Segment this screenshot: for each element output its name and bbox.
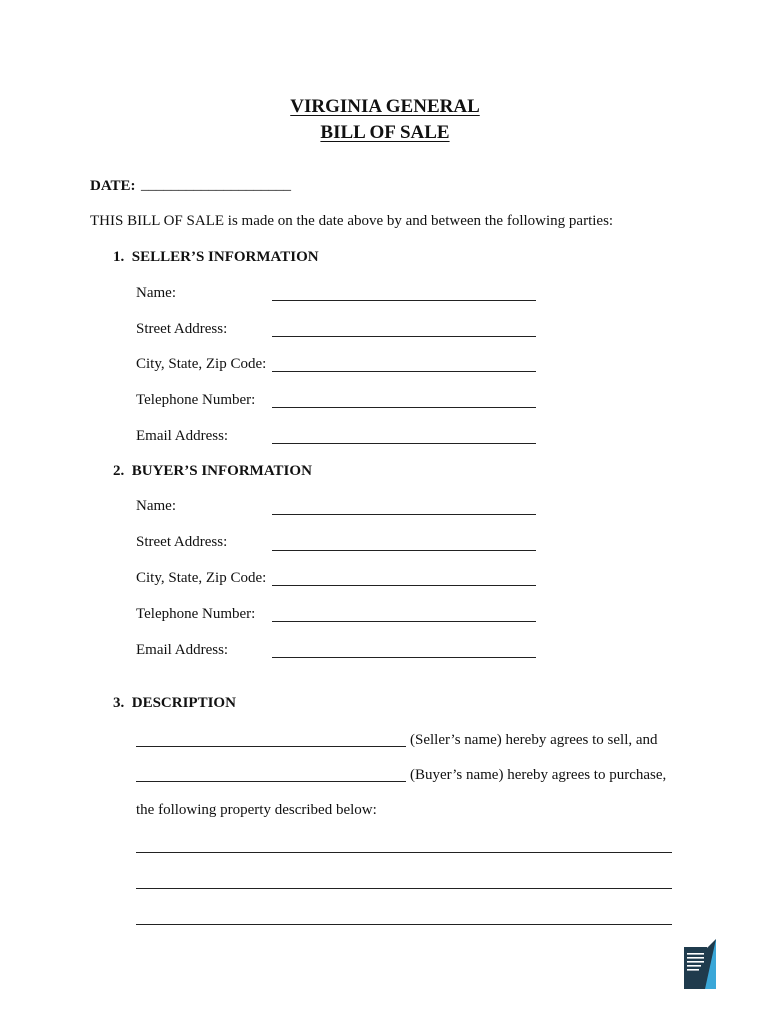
seller-email-label: Email Address: [136, 428, 229, 444]
date-label: DATE: [90, 178, 136, 194]
intro-text: THIS BILL OF SALE is made on the date above by and between the following parties: [90, 213, 614, 229]
seller-name-label: Name: [136, 285, 176, 301]
buyer-name-blank[interactable] [136, 781, 406, 782]
seller-clause: (Seller’s name) hereby agrees to sell, and [410, 732, 658, 748]
seller-street-field[interactable] [272, 336, 536, 337]
document-title-line2: BILL OF SALE [320, 122, 450, 143]
seller-city-field[interactable] [272, 371, 536, 372]
buyer-street-label: Street Address: [136, 534, 228, 550]
property-text: the following property described below: [136, 802, 377, 818]
property-line-1[interactable] [136, 852, 672, 853]
buyer-phone-label: Telephone Number: [136, 606, 256, 622]
seller-heading: 1. SELLER’S INFORMATION [113, 249, 319, 265]
property-line-2[interactable] [136, 888, 672, 889]
seller-phone-field[interactable] [272, 407, 536, 408]
seller-name-field[interactable] [272, 300, 536, 301]
document-title-line1: VIRGINIA GENERAL [290, 96, 480, 117]
buyer-city-label: City, State, Zip Code: [136, 570, 267, 586]
buyer-street-field[interactable] [272, 550, 536, 551]
buyer-email-label: Email Address: [136, 642, 229, 658]
buyer-heading: 2. BUYER’S INFORMATION [113, 463, 312, 479]
seller-street-label: Street Address: [136, 321, 228, 337]
description-heading: 3. DESCRIPTION [113, 695, 236, 711]
seller-email-field[interactable] [272, 443, 536, 444]
buyer-phone-field[interactable] [272, 621, 536, 622]
date-blank[interactable]: ____________________ [141, 177, 291, 193]
seller-city-label: City, State, Zip Code: [136, 356, 267, 372]
buyer-name-label: Name: [136, 498, 176, 514]
seller-phone-label: Telephone Number: [136, 392, 256, 408]
buyer-name-field[interactable] [272, 514, 536, 515]
property-line-3[interactable] [136, 924, 672, 925]
buyer-city-field[interactable] [272, 585, 536, 586]
buyer-clause: (Buyer’s name) hereby agrees to purchase, [410, 767, 667, 783]
seller-name-blank[interactable] [136, 746, 406, 747]
document-logo-icon [683, 938, 719, 992]
buyer-email-field[interactable] [272, 657, 536, 658]
